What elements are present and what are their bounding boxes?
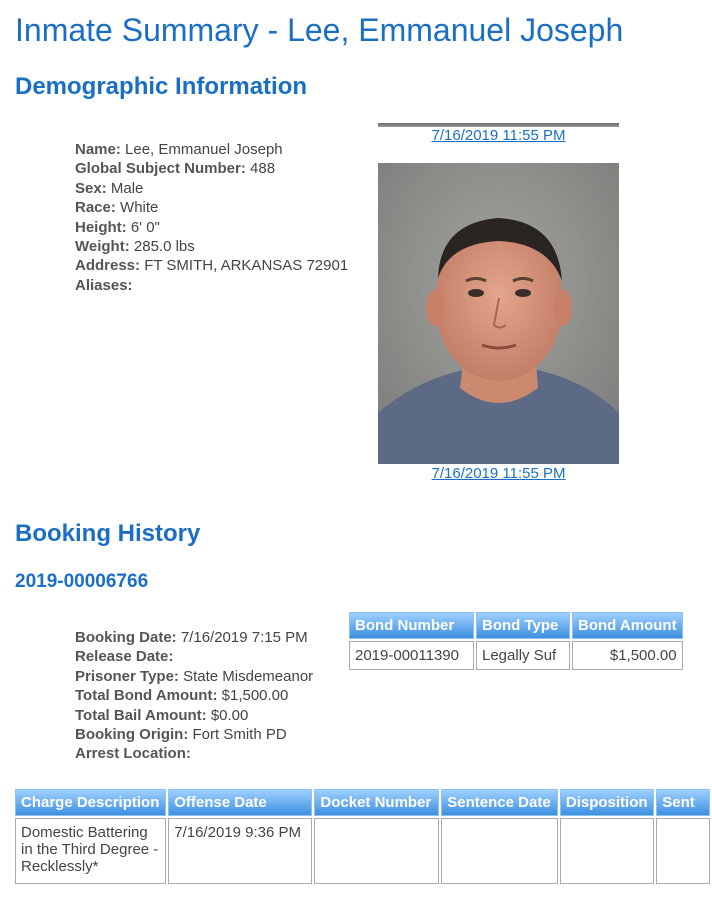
header-sentence-date[interactable]: Sentence Date	[441, 789, 558, 816]
field-global-subject-number: Global Subject Number: 488	[75, 160, 276, 178]
page-title: Inmate Summary - Lee, Emmanuel Joseph	[15, 12, 624, 48]
table-row	[349, 641, 683, 670]
cell-charge-description: Domestic Battering in the Third Degree - Recklessly*	[15, 818, 166, 884]
field-arrest-location: Arrest Location:	[75, 745, 191, 763]
field-weight: Weight: 285.0 lbs	[75, 238, 195, 256]
cell-docket-number	[314, 818, 439, 884]
photo-date-link-1[interactable]: 7/16/2019 11:55 PM	[431, 127, 566, 144]
photo-date-link-2[interactable]: 7/16/2019 11:55 PM	[431, 465, 566, 482]
field-address: Address: FT SMITH, ARKANSAS 72901	[75, 257, 349, 275]
header-offense-date[interactable]: Offense Date	[168, 789, 312, 816]
field-release-date: Release Date:	[75, 648, 174, 666]
header-disposition[interactable]: Disposition	[560, 789, 654, 816]
cell-sentence-date	[441, 818, 558, 884]
cell-sentence	[656, 818, 710, 884]
table-row	[15, 818, 710, 884]
mugshot-photo	[378, 163, 619, 464]
booking-number-heading: 2019-00006766	[15, 571, 149, 592]
booking-info	[75, 628, 313, 764]
demographic-heading: Demographic Information	[15, 73, 308, 100]
cell-bond-number: 2019-00011390	[349, 641, 474, 670]
field-total-bail-amount: Total Bail Amount: $0.00	[75, 706, 249, 724]
header-bond-amount[interactable]: Bond Amount	[572, 612, 683, 639]
mugshot-image	[378, 163, 619, 464]
booking-history-heading: Booking History	[15, 520, 201, 547]
header-bond-number[interactable]: Bond Number	[349, 612, 474, 639]
header-charge-description[interactable]: Charge Description	[15, 789, 166, 816]
cell-bond-amount: $1,500.00	[572, 641, 683, 670]
bond-table	[347, 610, 685, 672]
field-total-bond-amount: Total Bond Amount: $1,500.00	[75, 687, 289, 705]
field-booking-origin: Booking Origin: Fort Smith PD	[75, 726, 287, 744]
field-prisoner-type: Prisoner Type: State Misdemeanor	[75, 667, 314, 685]
header-sentence[interactable]: Sent	[656, 789, 710, 816]
cell-disposition	[560, 818, 654, 884]
header-bond-type[interactable]: Bond Type	[476, 612, 570, 639]
field-booking-date: Booking Date: 7/16/2019 7:15 PM	[75, 629, 308, 646]
demographic-info	[75, 140, 348, 295]
field-race: Race: White	[75, 199, 159, 217]
cell-bond-type: Legally Suf	[476, 641, 570, 670]
bond-table-header	[349, 612, 683, 639]
cell-offense-date: 7/16/2019 9:36 PM	[168, 818, 312, 884]
field-name: Name: Lee, Emmanuel Joseph	[75, 141, 283, 158]
field-aliases: Aliases:	[75, 276, 133, 294]
field-sex: Sex: Male	[75, 179, 144, 197]
charge-table	[13, 787, 712, 886]
charge-table-header	[15, 789, 710, 816]
header-docket-number[interactable]: Docket Number	[314, 789, 439, 816]
field-height: Height: 6' 0"	[75, 218, 160, 236]
